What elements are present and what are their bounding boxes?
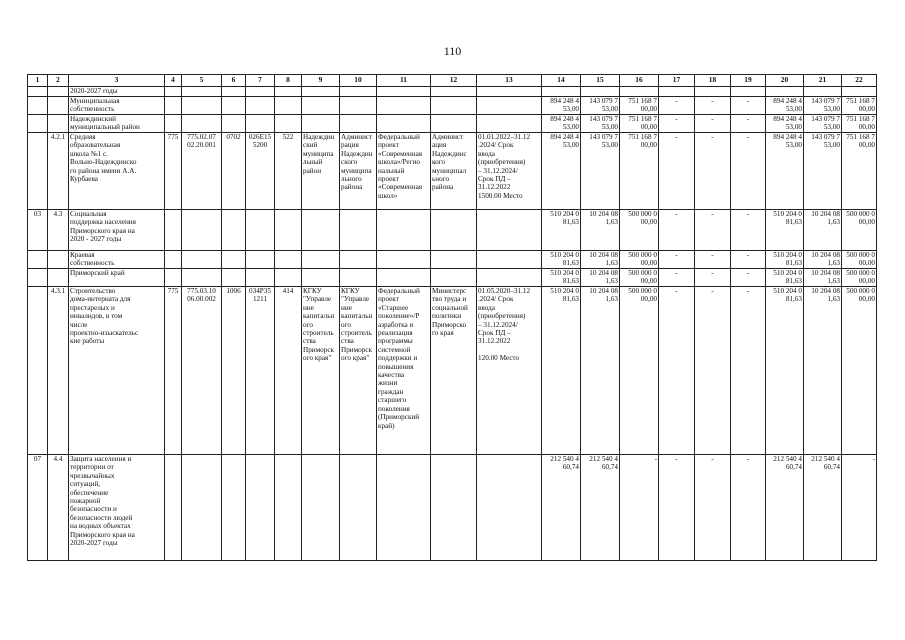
table-cell: 10 204 08 1,63 (581, 251, 620, 269)
table-cell: Защита населения и территории от чрезвычайных ситуаций, обеспечение пожарной безопасности и безопасности людей на водных объектах Приморского края на 2020-2027 годы (69, 455, 165, 561)
table-cell: - (620, 455, 659, 561)
table-cell (28, 251, 48, 269)
table-cell (731, 87, 766, 97)
table-cell: 10 204 08 1,63 (804, 251, 842, 269)
table-cell: 775.03.10 06.00.002 (182, 287, 222, 455)
table-cell: 2020-2027 годы (69, 87, 165, 97)
page-number: 110 (443, 44, 462, 58)
table-cell: - (695, 133, 731, 210)
table-cell (182, 251, 222, 269)
table-cell (28, 97, 48, 115)
table-cell: - (695, 287, 731, 455)
column-header: 7 (246, 75, 275, 87)
table-cell: 10 204 08 1,63 (581, 269, 620, 287)
table-cell: 751 168 7 00,00 (842, 115, 877, 133)
table-cell: 510 204 0 81,63 (542, 210, 581, 251)
table-cell: 4.3 (48, 210, 69, 251)
table-cell: 775 (165, 133, 182, 210)
table-cell (275, 87, 302, 97)
table-cell: - (695, 115, 731, 133)
table-cell: 1006 (222, 287, 246, 455)
table-cell: Надеждинский муниципальный район (69, 115, 165, 133)
table-cell (165, 115, 182, 133)
table-cell (246, 251, 275, 269)
table-cell (766, 87, 804, 97)
table-cell: 10 204 08 1,63 (581, 287, 620, 455)
table-cell (340, 455, 377, 561)
table-cell: 500 000 0 00,00 (842, 287, 877, 455)
table-cell (48, 115, 69, 133)
column-header: 14 (542, 75, 581, 87)
table-cell (246, 87, 275, 97)
table-cell: 775.02.07 02.20.001 (182, 133, 222, 210)
column-header: 4 (165, 75, 182, 87)
table-cell (659, 87, 695, 97)
table-cell (377, 97, 431, 115)
table-cell: Муниципальная собственность (69, 97, 165, 115)
table-cell (477, 210, 542, 251)
column-header: 13 (477, 75, 542, 87)
table-cell: - (659, 251, 695, 269)
table-cell: 10 204 08 1,63 (804, 269, 842, 287)
table-cell (165, 269, 182, 287)
table-cell: 01.01.2022–31.12 .2024/ Срок ввода (приобретения) – 31.12.2024/ Срок ПД – 31.12.2022 1500.00 Место (477, 133, 542, 210)
column-header: 19 (731, 75, 766, 87)
table-cell: 510 204 0 81,63 (766, 287, 804, 455)
table-cell: 500 000 0 00,00 (620, 251, 659, 269)
table-cell (28, 87, 48, 97)
table-cell (431, 269, 477, 287)
table-cell (302, 97, 340, 115)
table-cell (275, 210, 302, 251)
table-cell (182, 115, 222, 133)
table-cell (182, 97, 222, 115)
table-cell: 510 204 0 81,63 (766, 269, 804, 287)
table-cell (222, 210, 246, 251)
table-cell: 414 (275, 287, 302, 455)
table-cell (28, 269, 48, 287)
column-header: 22 (842, 75, 877, 87)
table-cell: 10 204 08 1,63 (804, 210, 842, 251)
table-cell: 143 079 7 53,00 (804, 133, 842, 210)
table-cell (804, 87, 842, 97)
table-cell (302, 269, 340, 287)
table-cell: - (695, 455, 731, 561)
table-cell: - (842, 455, 877, 561)
table-cell: 143 079 7 53,00 (581, 97, 620, 115)
table-cell: Надеждин ский муниципа льный район (302, 133, 340, 210)
table-cell (222, 269, 246, 287)
table-cell (182, 269, 222, 287)
column-header: 1 (28, 75, 48, 87)
table-cell: 894 248 4 53,00 (766, 115, 804, 133)
table-cell (377, 455, 431, 561)
table-cell (695, 87, 731, 97)
table-cell: - (695, 269, 731, 287)
table-cell (275, 97, 302, 115)
table-cell (275, 455, 302, 561)
table-cell (620, 87, 659, 97)
table-cell: 500 000 0 00,00 (620, 269, 659, 287)
table-cell: - (695, 210, 731, 251)
table-cell (246, 210, 275, 251)
table-cell (182, 455, 222, 561)
table-cell (431, 455, 477, 561)
column-header: 20 (766, 75, 804, 87)
table-cell: 4.3.1 (48, 287, 69, 455)
table-cell (48, 251, 69, 269)
table-cell: - (659, 133, 695, 210)
table-cell: 751 168 7 00,00 (842, 97, 877, 115)
table-cell: 143 079 7 53,00 (581, 133, 620, 210)
table-cell (377, 269, 431, 287)
table-cell (222, 251, 246, 269)
table-cell (182, 210, 222, 251)
table-cell: 212 540 4 60,74 (804, 455, 842, 561)
table-cell: 510 204 0 81,63 (766, 210, 804, 251)
table-cell: 500 000 0 00,00 (842, 269, 877, 287)
table-cell: 775 (165, 287, 182, 455)
table-cell (275, 251, 302, 269)
table-row (28, 87, 877, 97)
table-cell: 751 168 7 00,00 (620, 115, 659, 133)
table-cell: 894 248 4 53,00 (542, 97, 581, 115)
table-cell (165, 251, 182, 269)
table-cell: Федеральный проект «Старшее поколение»/Р азработка и реализация программы системной поддержки и повышения качества жизни граждан старшего поколения (Приморский край) (377, 287, 431, 455)
table-cell: 034Р35 1211 (246, 287, 275, 455)
table-cell (302, 87, 340, 97)
table-cell (431, 115, 477, 133)
table-cell (246, 97, 275, 115)
table-cell (275, 269, 302, 287)
table-cell (340, 115, 377, 133)
table-row (28, 115, 877, 133)
table-cell: - (695, 97, 731, 115)
column-header: 17 (659, 75, 695, 87)
column-header: 18 (695, 75, 731, 87)
table-cell (377, 87, 431, 97)
table-row (28, 210, 877, 251)
table-cell: - (731, 97, 766, 115)
table-cell (340, 251, 377, 269)
table-cell: 751 168 7 00,00 (842, 133, 877, 210)
table-cell (302, 251, 340, 269)
column-header: 3 (69, 75, 165, 87)
table-cell: 07 (28, 455, 48, 561)
table-cell (246, 115, 275, 133)
table-cell (377, 115, 431, 133)
table-cell: - (731, 133, 766, 210)
table-cell: 510 204 0 81,63 (542, 269, 581, 287)
table-cell: - (659, 97, 695, 115)
table-cell: 03 (28, 210, 48, 251)
table-cell (302, 210, 340, 251)
program-table (27, 74, 877, 561)
table-cell: 894 248 4 53,00 (766, 133, 804, 210)
table-cell (28, 287, 48, 455)
table-cell: 4.2.1 (48, 133, 69, 210)
table-cell: 143 079 7 53,00 (804, 115, 842, 133)
table-cell: Социальная поддержка населения Приморского края на 2020 - 2027 годы (69, 210, 165, 251)
table-cell: 500 000 0 00,00 (842, 251, 877, 269)
table-cell: - (659, 269, 695, 287)
table-cell: 894 248 4 53,00 (542, 133, 581, 210)
table-cell: 510 204 0 81,63 (542, 287, 581, 455)
table-cell: 212 540 4 60,74 (581, 455, 620, 561)
column-header: 8 (275, 75, 302, 87)
table-cell: Приморский край (69, 269, 165, 287)
table-cell (165, 455, 182, 561)
table-cell: Краевая собственность (69, 251, 165, 269)
table-cell (581, 87, 620, 97)
table-row (28, 287, 877, 455)
table-cell (302, 115, 340, 133)
table-cell (477, 97, 542, 115)
table-cell (542, 87, 581, 97)
table-cell: 894 248 4 53,00 (542, 115, 581, 133)
table-cell (431, 251, 477, 269)
table-cell (842, 87, 877, 97)
table-cell (340, 97, 377, 115)
header-row (28, 75, 877, 87)
table-row (28, 97, 877, 115)
table-cell (302, 455, 340, 561)
table-cell (48, 269, 69, 287)
table-cell: - (731, 269, 766, 287)
column-header: 12 (431, 75, 477, 87)
table-cell: Средняя образовательная школа №1 с. Вольно-Надеждинско го района имени А.А. Курбаева (69, 133, 165, 210)
table-cell: 751 168 7 00,00 (620, 133, 659, 210)
table-cell: 10 204 08 1,63 (804, 287, 842, 455)
table-cell (246, 269, 275, 287)
table-cell: 212 540 4 60,74 (766, 455, 804, 561)
table-cell (477, 115, 542, 133)
table-cell (275, 115, 302, 133)
column-header: 15 (581, 75, 620, 87)
table-cell (477, 269, 542, 287)
table-cell: 510 204 0 81,63 (542, 251, 581, 269)
table-cell (477, 455, 542, 561)
table-cell: - (659, 115, 695, 133)
table-cell (377, 210, 431, 251)
table-cell: 751 168 7 00,00 (620, 97, 659, 115)
table-cell: - (731, 287, 766, 455)
table-cell (28, 115, 48, 133)
column-header: 2 (48, 75, 69, 87)
table-cell (431, 97, 477, 115)
table-cell: - (659, 210, 695, 251)
table-cell: Строительство дома-интерната для престарелых и инвалидов, в том числе проектно-изыскательс кие работы (69, 287, 165, 455)
table-cell (477, 251, 542, 269)
table-cell (28, 133, 48, 210)
table-cell (182, 87, 222, 97)
table-row (28, 455, 877, 561)
table-cell: - (731, 251, 766, 269)
table-row (28, 251, 877, 269)
table-cell: 143 079 7 53,00 (581, 115, 620, 133)
table-cell (165, 87, 182, 97)
table-cell: 894 248 4 53,00 (766, 97, 804, 115)
table-cell: - (659, 287, 695, 455)
table-cell: - (695, 251, 731, 269)
table-cell: 500 000 0 00,00 (620, 210, 659, 251)
table-row (28, 133, 877, 210)
column-header: 9 (302, 75, 340, 87)
table-cell: Федеральный проект «Современная школа»/Регио нальный проект «Современная школ» (377, 133, 431, 210)
table-cell (165, 210, 182, 251)
table-cell: - (731, 455, 766, 561)
table-cell: 212 540 4 60,74 (542, 455, 581, 561)
table-cell: - (659, 455, 695, 561)
table-cell: 026Е15 5200 (246, 133, 275, 210)
table-cell (222, 455, 246, 561)
column-header: 6 (222, 75, 246, 87)
table-cell: 143 079 7 53,00 (804, 97, 842, 115)
table-cell (222, 87, 246, 97)
column-header: 5 (182, 75, 222, 87)
table-cell (222, 115, 246, 133)
table-cell (431, 210, 477, 251)
table-cell: - (731, 210, 766, 251)
column-header: 16 (620, 75, 659, 87)
table-row (28, 269, 877, 287)
table-cell: Министерс тво труда и социальной политики Приморско го края (431, 287, 477, 455)
table-cell (222, 97, 246, 115)
table-body (28, 87, 877, 561)
table-cell: - (731, 115, 766, 133)
table-cell: КГКУ "Управле ние капитальн ого строитель ства Приморск ого края" (302, 287, 340, 455)
table-cell (477, 87, 542, 97)
table-cell (340, 269, 377, 287)
table-cell: 0702 (222, 133, 246, 210)
table-cell (377, 251, 431, 269)
column-header: 11 (377, 75, 431, 87)
column-header: 10 (340, 75, 377, 87)
table-cell: 500 000 0 00,00 (620, 287, 659, 455)
table-cell: Админист ация Надеждинс кого муниципал ьного района (431, 133, 477, 210)
table-cell: 510 204 0 81,63 (766, 251, 804, 269)
column-header: 21 (804, 75, 842, 87)
table-cell (431, 87, 477, 97)
table-cell (48, 87, 69, 97)
table-cell: Админист рация Надеждин ского муниципа льного района (340, 133, 377, 210)
table-cell (165, 97, 182, 115)
table-cell (246, 455, 275, 561)
table-cell (48, 97, 69, 115)
table-cell (340, 210, 377, 251)
table-cell: 4.4 (48, 455, 69, 561)
table-cell: 500 000 0 00,00 (842, 210, 877, 251)
table-cell: 01.05.2020–31.12 .2024/ Срок ввода (приобретения) – 31.12.2024/ Срок ПД – 31.12.2022 120.00 Место (477, 287, 542, 455)
table-cell: КГКУ "Управле ние капитальн ого строитель ства Приморск ого края" (340, 287, 377, 455)
table-cell: 10 204 08 1,63 (581, 210, 620, 251)
table-cell: 522 (275, 133, 302, 210)
table-cell (340, 87, 377, 97)
